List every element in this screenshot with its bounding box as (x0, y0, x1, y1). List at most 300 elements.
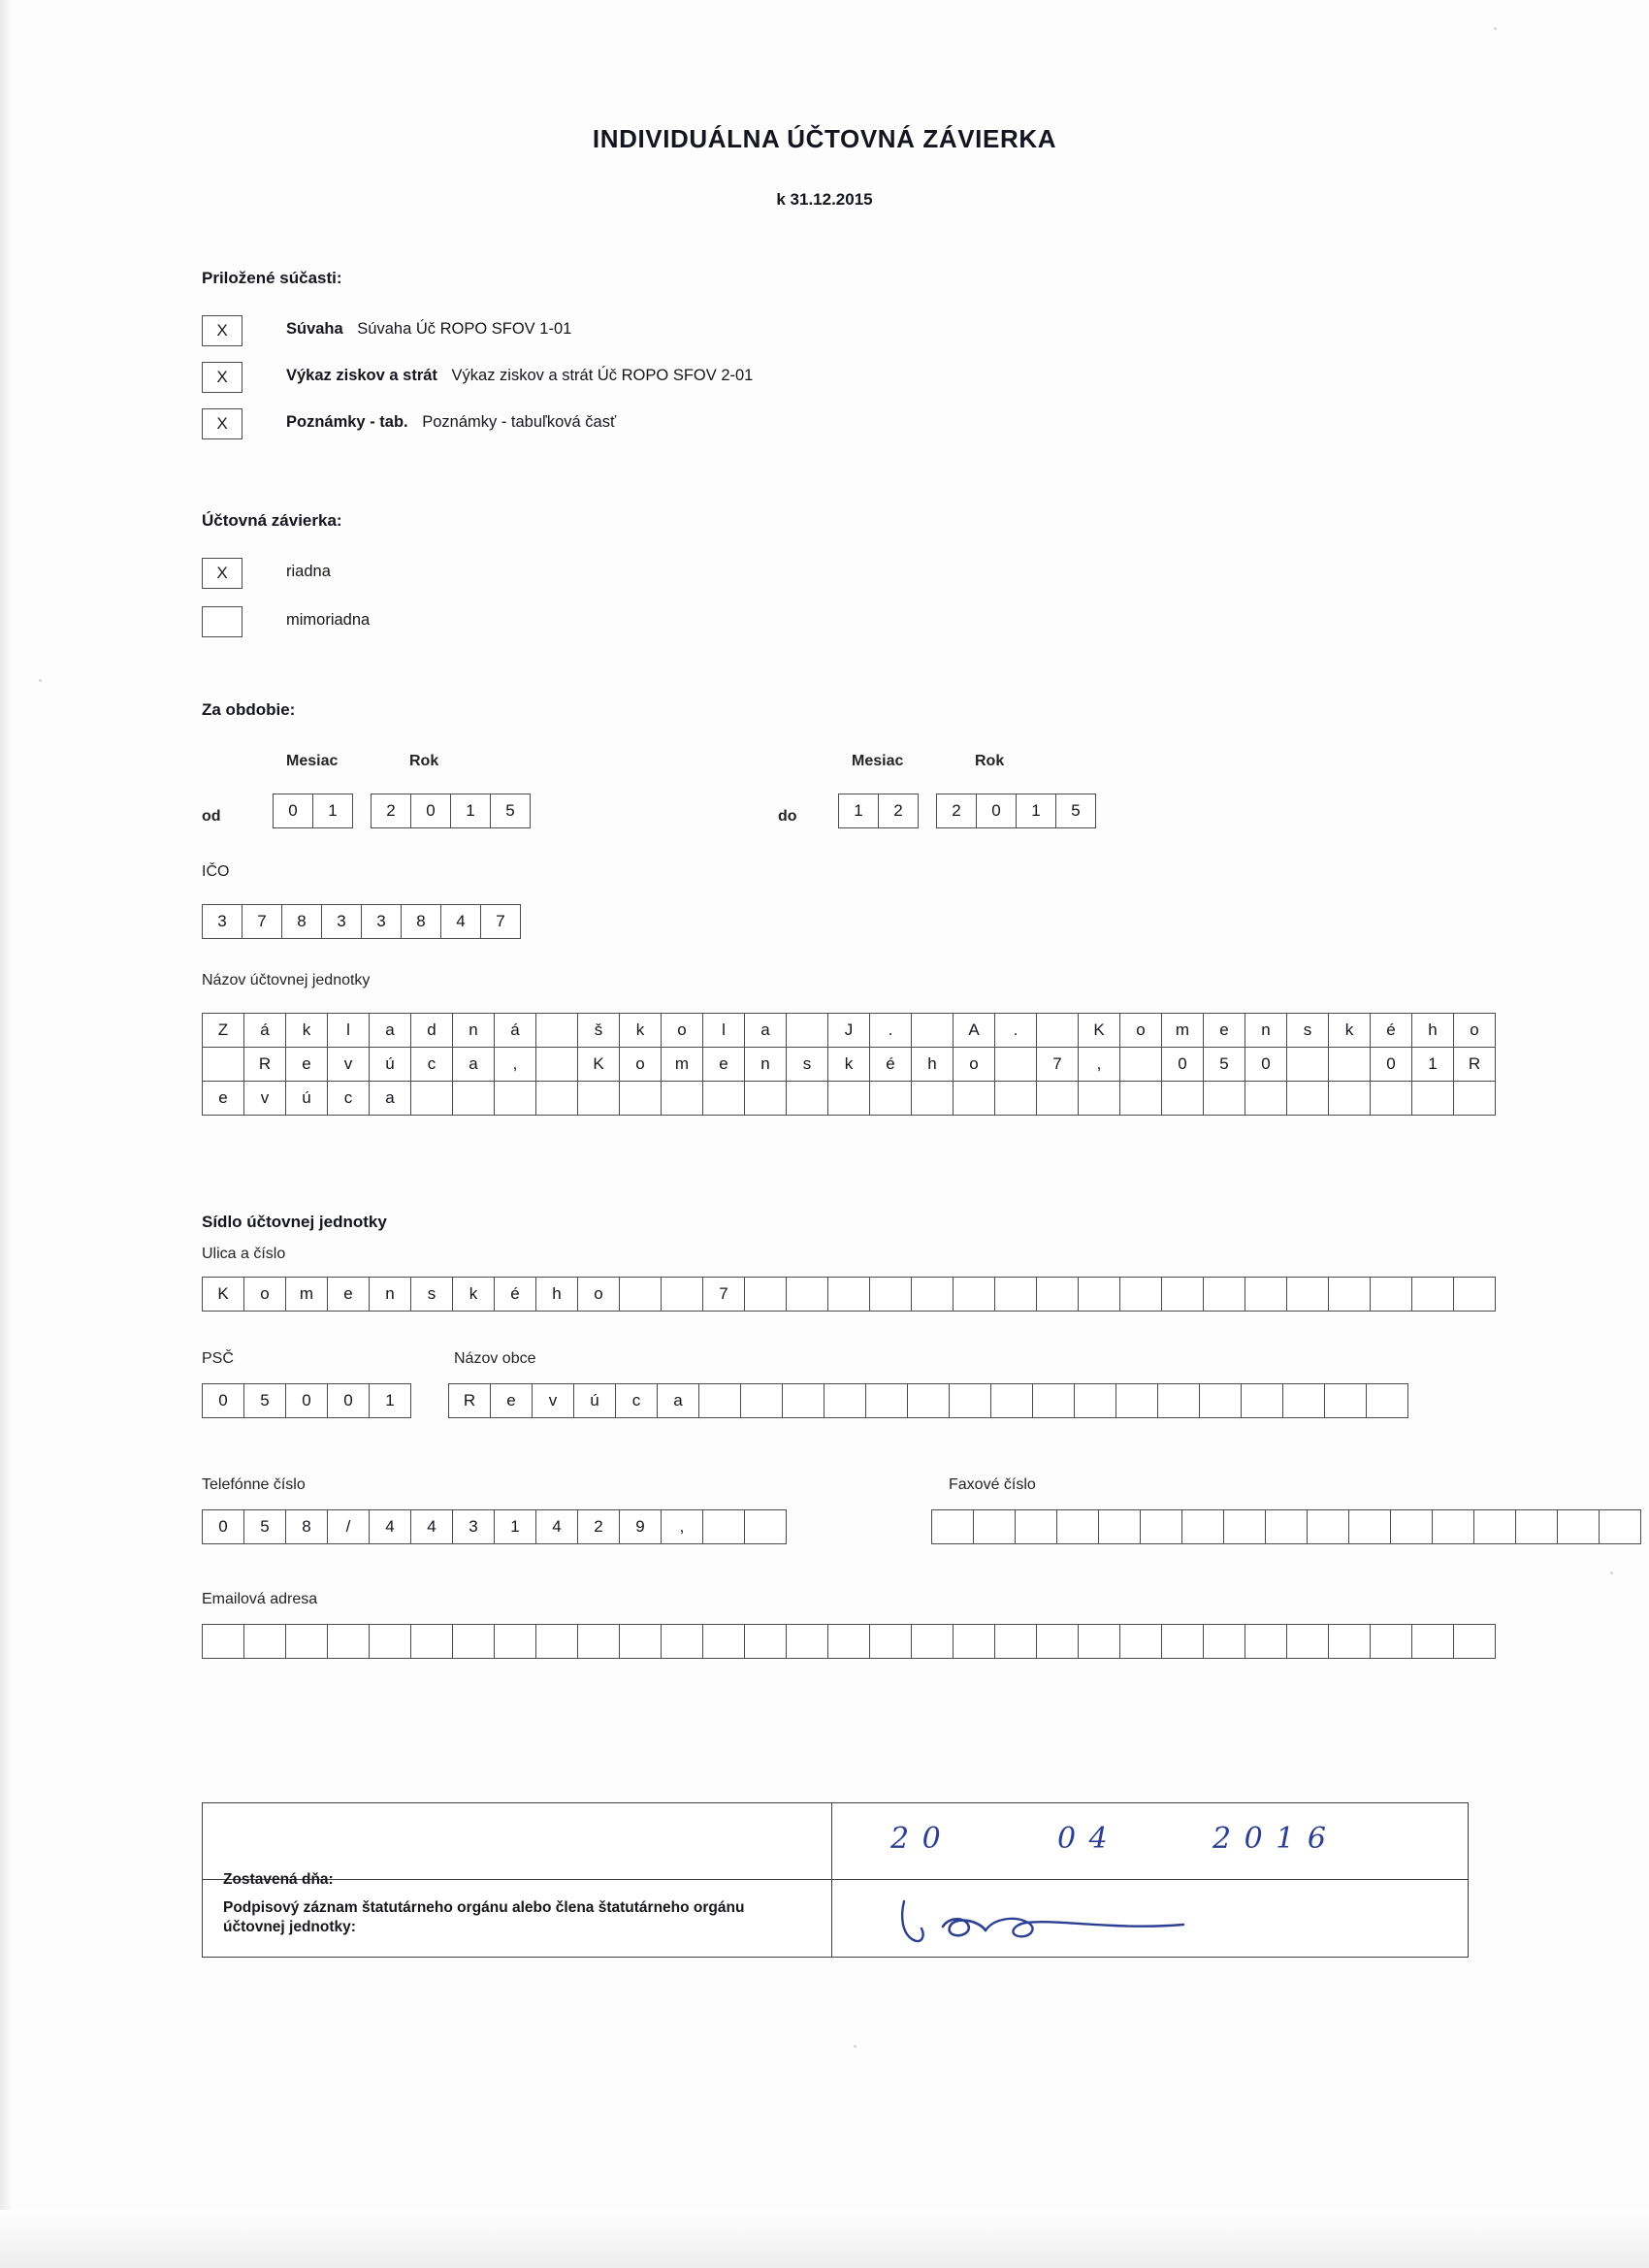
cell[interactable]: . (869, 1013, 912, 1048)
cell[interactable]: m (285, 1277, 328, 1312)
cell[interactable]: 5 (243, 1509, 286, 1544)
cell[interactable]: , (494, 1047, 536, 1082)
cell[interactable] (494, 1081, 536, 1116)
cell[interactable] (953, 1277, 995, 1312)
attachment-label-suvaha-rest: Súvaha Úč ROPO SFOV 1-01 (357, 320, 572, 338)
cell[interactable] (1328, 1277, 1371, 1312)
cell[interactable]: o (953, 1047, 995, 1082)
cell[interactable] (535, 1047, 578, 1082)
cell[interactable]: , (1078, 1047, 1120, 1082)
cell[interactable] (827, 1624, 870, 1659)
cell[interactable] (1015, 1509, 1057, 1544)
email-label: Emailová adresa (202, 1591, 318, 1607)
checkbox-riadna[interactable]: X (202, 558, 242, 589)
cell[interactable] (911, 1624, 954, 1659)
cell[interactable]: s (1286, 1013, 1329, 1048)
cell[interactable] (1328, 1624, 1371, 1659)
cell[interactable] (1370, 1624, 1412, 1659)
cell[interactable]: 1 (369, 1383, 411, 1418)
cell[interactable]: 2 (577, 1509, 620, 1544)
cell[interactable] (1307, 1509, 1349, 1544)
cell[interactable]: . (994, 1013, 1037, 1048)
cell[interactable] (1181, 1509, 1224, 1544)
cell[interactable] (782, 1383, 824, 1418)
signature-mark (892, 1892, 1212, 1960)
cell[interactable]: a (369, 1013, 411, 1048)
prepared-date-month: 0 4 (1057, 1822, 1110, 1856)
cell[interactable]: Z (202, 1013, 244, 1048)
cell[interactable] (911, 1277, 954, 1312)
cell[interactable] (410, 1624, 453, 1659)
cell[interactable]: 8 (285, 1509, 328, 1544)
cell[interactable] (1056, 1509, 1099, 1544)
cell[interactable] (1203, 1624, 1245, 1659)
cell[interactable]: 7 (702, 1277, 745, 1312)
cell[interactable]: á (494, 1013, 536, 1048)
cell[interactable] (1265, 1509, 1308, 1544)
cell[interactable] (994, 1081, 1037, 1116)
cell[interactable] (702, 1081, 745, 1116)
psc-label: PSČ (202, 1350, 234, 1367)
cell[interactable] (1161, 1277, 1204, 1312)
phone-label: Telefónne číslo (202, 1476, 306, 1493)
street-field[interactable] (202, 1277, 1496, 1312)
cell[interactable]: R (448, 1383, 491, 1418)
cell[interactable] (1036, 1081, 1079, 1116)
cell[interactable] (698, 1383, 741, 1418)
cell[interactable] (202, 1047, 244, 1082)
attachment-label-vykaz-rest: Výkaz ziskov a strát Úč ROPO SFOV 2-01 (451, 367, 754, 384)
cell[interactable]: é (1370, 1013, 1412, 1048)
cell[interactable]: n (1245, 1013, 1287, 1048)
period-to-month-cells[interactable] (838, 794, 919, 828)
cell[interactable]: o (661, 1013, 703, 1048)
cell[interactable]: 5 (490, 794, 531, 828)
cell[interactable]: 5 (1203, 1047, 1245, 1082)
cell[interactable]: a (452, 1047, 495, 1082)
cell[interactable] (1036, 1277, 1079, 1312)
cell[interactable]: 0 (1245, 1047, 1287, 1082)
cell[interactable] (1599, 1509, 1641, 1544)
cell[interactable] (869, 1277, 912, 1312)
ico-label: IČO (202, 863, 230, 880)
cell[interactable]: 0 (410, 794, 451, 828)
cell[interactable] (1161, 1624, 1204, 1659)
scan-speck (39, 679, 42, 682)
cell[interactable]: e (285, 1047, 328, 1082)
cell[interactable] (1245, 1081, 1287, 1116)
cell[interactable]: 3 (321, 904, 362, 939)
cell[interactable]: 5 (243, 1383, 286, 1418)
cell[interactable] (1473, 1509, 1516, 1544)
cell[interactable]: k (452, 1277, 495, 1312)
cell[interactable]: s (410, 1277, 453, 1312)
statement-type-label-mimoriadna: mimoriadna (286, 611, 371, 629)
cell[interactable]: c (327, 1081, 370, 1116)
prepared-date-label: Zostavená dňa: (223, 1871, 334, 1888)
cell[interactable] (452, 1081, 495, 1116)
cell[interactable] (1119, 1277, 1162, 1312)
cell[interactable]: 0 (976, 794, 1017, 828)
cell[interactable]: o (243, 1277, 286, 1312)
cell[interactable]: 9 (619, 1509, 662, 1544)
scan-speck (1610, 1571, 1613, 1574)
cell[interactable]: o (1453, 1013, 1496, 1048)
cell[interactable]: o (1119, 1013, 1162, 1048)
cell[interactable] (1119, 1624, 1162, 1659)
cell[interactable] (911, 1013, 954, 1048)
attachment-label-poznamky (286, 413, 616, 432)
cell[interactable]: R (243, 1047, 286, 1082)
cell[interactable]: š (577, 1013, 620, 1048)
period-from-year-cells[interactable] (371, 794, 531, 828)
cell[interactable] (702, 1624, 745, 1659)
cell[interactable]: 0 (327, 1383, 370, 1418)
cell[interactable]: 0 (202, 1383, 244, 1418)
cell[interactable]: c (615, 1383, 658, 1418)
cell[interactable]: e (327, 1277, 370, 1312)
period-to-month-label: Mesiac (852, 753, 904, 769)
cell[interactable] (1078, 1624, 1120, 1659)
cell[interactable] (494, 1624, 536, 1659)
statement-type-label-riadna: riadna (286, 563, 331, 580)
cell[interactable] (1411, 1624, 1454, 1659)
cell[interactable]: 3 (202, 904, 242, 939)
prepared-date-year: 2 0 1 6 (1212, 1822, 1328, 1856)
cell[interactable] (1161, 1081, 1204, 1116)
cell[interactable] (744, 1624, 787, 1659)
cell[interactable] (1116, 1383, 1158, 1418)
checkbox-poznamky[interactable]: X (202, 408, 242, 439)
cell[interactable] (702, 1509, 745, 1544)
cell[interactable]: A (953, 1013, 995, 1048)
period-from-month-label: Mesiac (286, 753, 339, 769)
cell[interactable] (744, 1081, 787, 1116)
cell[interactable] (1453, 1624, 1496, 1659)
cell[interactable]: 1 (312, 794, 353, 828)
attachment-label-poznamky-rest: Poznámky - tabuľková časť (422, 413, 617, 431)
cell[interactable] (1078, 1081, 1120, 1116)
cell[interactable]: k (1328, 1013, 1371, 1048)
ico-field[interactable] (202, 904, 521, 939)
cell[interactable]: 5 (1055, 794, 1096, 828)
cell[interactable]: n (452, 1013, 495, 1048)
period-from-year-label: Rok (409, 753, 439, 769)
cell[interactable] (1241, 1383, 1283, 1418)
cell[interactable] (1370, 1277, 1412, 1312)
cell[interactable]: 0 (1161, 1047, 1204, 1082)
cell[interactable]: R (1453, 1047, 1496, 1082)
cell[interactable]: h (911, 1047, 954, 1082)
cell[interactable]: é (494, 1277, 536, 1312)
cell[interactable]: 1 (494, 1509, 536, 1544)
cell[interactable]: é (869, 1047, 912, 1082)
cell[interactable] (1366, 1383, 1408, 1418)
signature-label: Podpisový záznam štatutárneho orgánu alebo člena štatutárneho orgánu účtovnej jednotky: (223, 1899, 745, 1936)
cell[interactable] (243, 1624, 286, 1659)
attachment-label-suvaha (286, 320, 571, 339)
cell[interactable]: e (1203, 1013, 1245, 1048)
cell[interactable] (327, 1624, 370, 1659)
cell[interactable] (1032, 1383, 1075, 1418)
cell[interactable] (661, 1081, 703, 1116)
attachment-label-vykaz-bold: Výkaz ziskov a strát (286, 367, 437, 384)
entity-name-label: Názov účtovnej jednotky (202, 972, 371, 988)
cell[interactable] (990, 1383, 1033, 1418)
cell[interactable]: k (285, 1013, 328, 1048)
cell[interactable] (869, 1624, 912, 1659)
address-heading: Sídlo účtovnej jednotky (202, 1213, 387, 1231)
cell[interactable] (953, 1624, 995, 1659)
cell[interactable] (410, 1081, 453, 1116)
cell[interactable] (1098, 1509, 1141, 1544)
cell[interactable] (1199, 1383, 1242, 1418)
cell[interactable]: k (827, 1047, 870, 1082)
cell[interactable]: 1 (450, 794, 491, 828)
cell[interactable]: a (369, 1081, 411, 1116)
cell[interactable]: / (327, 1509, 370, 1544)
cell[interactable] (994, 1047, 1037, 1082)
cell[interactable]: 0 (273, 794, 313, 828)
cell[interactable] (1286, 1081, 1329, 1116)
cell[interactable]: e (490, 1383, 533, 1418)
cell[interactable] (1223, 1509, 1266, 1544)
attachment-label-suvaha-bold: Súvaha (286, 320, 343, 338)
cell[interactable] (827, 1277, 870, 1312)
cell[interactable]: ú (573, 1383, 616, 1418)
cell[interactable]: 4 (535, 1509, 578, 1544)
cell[interactable]: 7 (480, 904, 521, 939)
cell[interactable] (1286, 1624, 1329, 1659)
cell[interactable] (619, 1277, 662, 1312)
scan-speck (1494, 27, 1497, 30)
cell[interactable] (1328, 1081, 1371, 1116)
cell[interactable] (744, 1277, 787, 1312)
cell[interactable]: m (1161, 1013, 1204, 1048)
cell[interactable]: 1 (1016, 794, 1056, 828)
psc-field[interactable] (202, 1383, 411, 1418)
cell[interactable]: n (744, 1047, 787, 1082)
cell[interactable] (994, 1277, 1037, 1312)
period-from-fields (273, 794, 531, 828)
cell[interactable] (1036, 1624, 1079, 1659)
cell[interactable]: c (410, 1047, 453, 1082)
cell[interactable]: 3 (452, 1509, 495, 1544)
cell[interactable] (907, 1383, 950, 1418)
table-row[interactable] (202, 1047, 1496, 1082)
cell[interactable]: K (1078, 1013, 1120, 1048)
cell[interactable] (994, 1624, 1037, 1659)
cell[interactable]: a (744, 1013, 787, 1048)
cell[interactable] (1245, 1277, 1287, 1312)
cell[interactable] (973, 1509, 1016, 1544)
cell[interactable]: n (369, 1277, 411, 1312)
period-to-year-label: Rok (975, 753, 1005, 769)
cell[interactable] (369, 1624, 411, 1659)
cell[interactable] (1119, 1047, 1162, 1082)
cell[interactable]: , (661, 1509, 703, 1544)
cell[interactable] (911, 1081, 954, 1116)
cell[interactable]: l (702, 1013, 745, 1048)
cell[interactable]: ú (285, 1081, 328, 1116)
cell[interactable]: 7 (1036, 1047, 1079, 1082)
period-from-label: od (202, 808, 221, 825)
cell[interactable]: 2 (936, 794, 977, 828)
cell[interactable] (786, 1081, 828, 1116)
scan-edge-left (0, 0, 14, 2268)
cell[interactable] (865, 1383, 908, 1418)
cell[interactable]: 0 (285, 1383, 328, 1418)
cell[interactable] (1324, 1383, 1367, 1418)
cell[interactable]: m (661, 1047, 703, 1082)
footer-divider-vertical (831, 1803, 832, 1957)
cell[interactable] (1078, 1277, 1120, 1312)
cell[interactable] (619, 1081, 662, 1116)
cell[interactable]: á (243, 1013, 286, 1048)
cell[interactable] (1390, 1509, 1433, 1544)
cell[interactable] (535, 1624, 578, 1659)
cell[interactable]: h (1411, 1013, 1454, 1048)
cell[interactable]: 2 (371, 794, 411, 828)
cell[interactable]: s (786, 1047, 828, 1082)
cell[interactable] (931, 1509, 974, 1544)
cell[interactable]: ú (369, 1047, 411, 1082)
entity-name-grid[interactable] (202, 1013, 1496, 1116)
cell[interactable] (1286, 1047, 1329, 1082)
cell[interactable] (1515, 1509, 1558, 1544)
cell[interactable] (824, 1383, 866, 1418)
cell[interactable]: h (535, 1277, 578, 1312)
cell[interactable] (1286, 1277, 1329, 1312)
city-field[interactable] (448, 1383, 1408, 1418)
cell[interactable]: 2 (878, 794, 919, 828)
cell[interactable] (1036, 1013, 1079, 1048)
cell[interactable] (744, 1509, 787, 1544)
cell[interactable]: K (577, 1047, 620, 1082)
cell[interactable] (1453, 1277, 1496, 1312)
cell[interactable] (1557, 1509, 1600, 1544)
cell[interactable] (1432, 1509, 1474, 1544)
cell[interactable] (786, 1013, 828, 1048)
table-row[interactable] (202, 1081, 1496, 1116)
cell[interactable] (1453, 1081, 1496, 1116)
cell[interactable] (827, 1081, 870, 1116)
prepared-date-day: 2 0 (890, 1822, 943, 1856)
period-to-year-cells[interactable] (936, 794, 1096, 828)
cell[interactable] (577, 1624, 620, 1659)
cell[interactable]: J (827, 1013, 870, 1048)
cell[interactable] (949, 1383, 991, 1418)
cell[interactable] (1282, 1383, 1325, 1418)
cell[interactable]: 1 (1411, 1047, 1454, 1082)
scan-speck (854, 2045, 857, 2048)
street-label: Ulica a číslo (202, 1246, 286, 1262)
cell[interactable]: e (202, 1081, 244, 1116)
cell[interactable]: k (619, 1013, 662, 1048)
cell[interactable] (1370, 1081, 1412, 1116)
cell[interactable]: 4 (440, 904, 481, 939)
cell[interactable]: 0 (202, 1509, 244, 1544)
cell[interactable] (1119, 1081, 1162, 1116)
cell[interactable]: 8 (281, 904, 322, 939)
footer-divider (203, 1879, 1468, 1880)
table-row[interactable] (202, 1013, 1496, 1048)
cell[interactable] (535, 1013, 578, 1048)
cell[interactable]: 4 (410, 1509, 453, 1544)
period-to-label: do (778, 808, 797, 825)
period-from-month-cells[interactable] (273, 794, 353, 828)
cell[interactable] (1203, 1277, 1245, 1312)
cell[interactable]: o (577, 1277, 620, 1312)
attachment-label-poznamky-bold: Poznámky - tab. (286, 413, 408, 431)
cell[interactable] (1140, 1509, 1182, 1544)
cell[interactable] (202, 1624, 244, 1659)
checkbox-mimoriadna[interactable] (202, 606, 242, 637)
city-label: Názov obce (454, 1350, 536, 1367)
cell[interactable] (1203, 1081, 1245, 1116)
scan-edge-bottom (0, 2210, 1649, 2268)
checkbox-vykaz[interactable]: X (202, 362, 242, 393)
cell[interactable] (869, 1081, 912, 1116)
period-to-fields (838, 794, 1096, 828)
cell[interactable] (577, 1081, 620, 1116)
cell[interactable] (661, 1277, 703, 1312)
cell[interactable]: 3 (361, 904, 402, 939)
cell[interactable]: 8 (401, 904, 441, 939)
cell[interactable] (1328, 1047, 1371, 1082)
cell[interactable] (1245, 1624, 1287, 1659)
email-field[interactable] (202, 1624, 1496, 1659)
cell[interactable]: l (327, 1013, 370, 1048)
cell[interactable] (786, 1277, 828, 1312)
cell[interactable]: v (327, 1047, 370, 1082)
cell[interactable] (452, 1624, 495, 1659)
cell[interactable] (953, 1081, 995, 1116)
fax-field[interactable] (931, 1509, 1641, 1544)
cell[interactable] (1411, 1081, 1454, 1116)
cell[interactable] (285, 1624, 328, 1659)
cell[interactable] (661, 1624, 703, 1659)
cell[interactable] (1348, 1509, 1391, 1544)
cell[interactable] (535, 1081, 578, 1116)
fax-label: Faxové číslo (949, 1476, 1036, 1493)
cell[interactable]: 4 (369, 1509, 411, 1544)
page-subtitle: k 31.12.2015 (776, 190, 873, 209)
cell[interactable]: 7 (242, 904, 282, 939)
attachment-label-vykaz (286, 367, 753, 385)
statement-type-heading: Účtovná závierka: (202, 511, 342, 530)
cell[interactable]: v (243, 1081, 286, 1116)
cell[interactable] (786, 1624, 828, 1659)
cell[interactable]: a (657, 1383, 699, 1418)
cell[interactable] (1074, 1383, 1116, 1418)
cell[interactable] (1411, 1277, 1454, 1312)
phone-field[interactable] (202, 1509, 787, 1544)
cell[interactable]: K (202, 1277, 244, 1312)
cell[interactable]: e (702, 1047, 745, 1082)
cell[interactable]: 1 (838, 794, 879, 828)
cell[interactable]: o (619, 1047, 662, 1082)
attachments-heading: Priložené súčasti: (202, 269, 342, 287)
cell[interactable]: v (532, 1383, 574, 1418)
cell[interactable] (740, 1383, 783, 1418)
cell[interactable]: d (410, 1013, 453, 1048)
cell[interactable] (619, 1624, 662, 1659)
period-heading: Za obdobie: (202, 700, 296, 719)
cell[interactable] (1157, 1383, 1200, 1418)
cell[interactable]: 0 (1370, 1047, 1412, 1082)
checkbox-suvaha[interactable]: X (202, 315, 242, 346)
